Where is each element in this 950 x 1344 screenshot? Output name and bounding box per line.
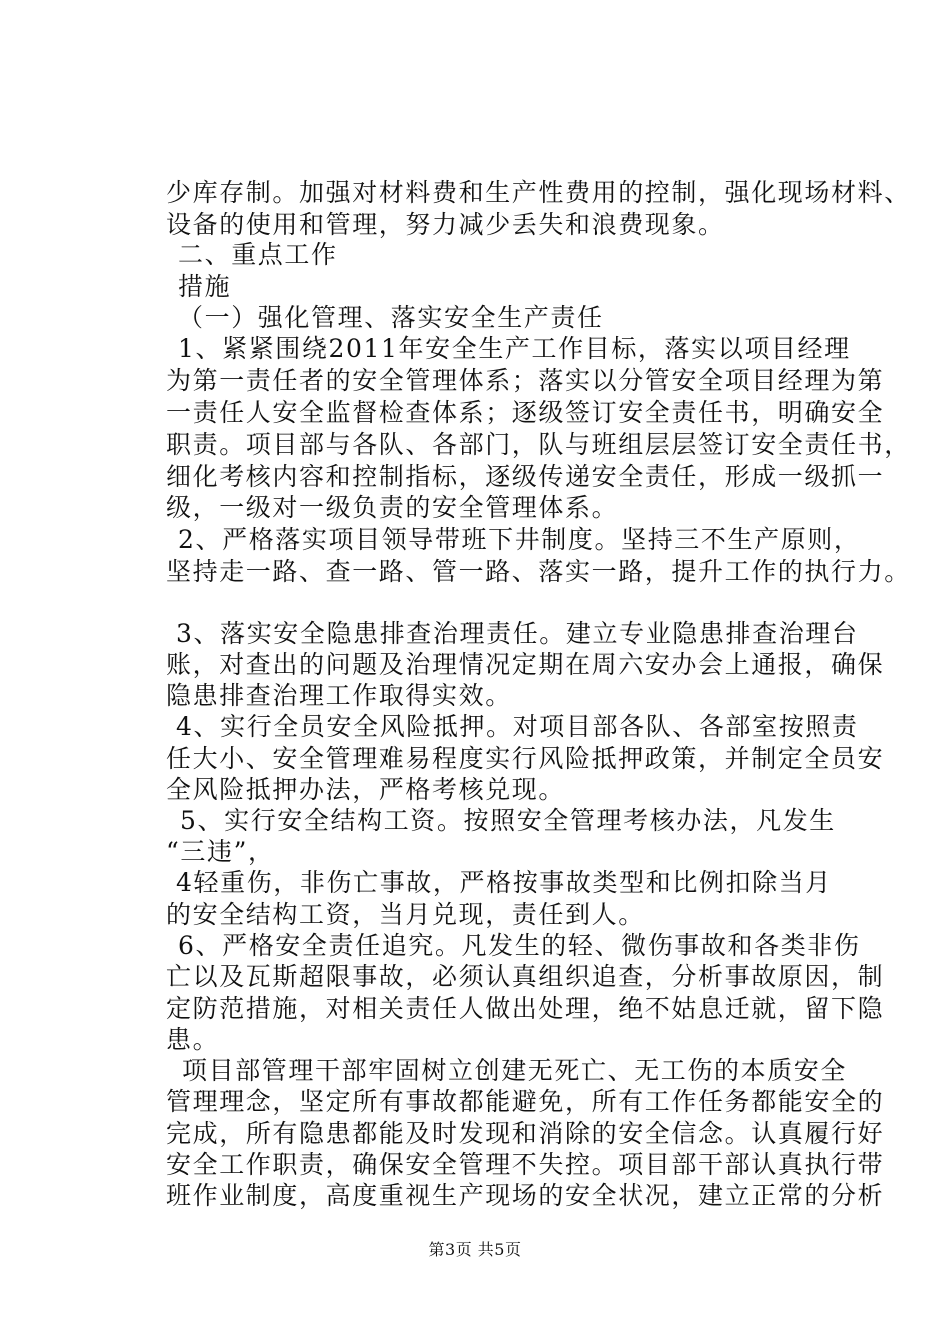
paragraph-line: 隐患排查治理工作取得实效。 <box>166 681 512 710</box>
paragraph-line: 6、严格安全责任追究。凡发生的轻、微伤事故和各类非伤 <box>178 931 861 960</box>
text-line: 少库存制。加强对材料费和生产性费用的控制，强化现场材料、 <box>166 178 911 207</box>
paragraph-line: 坚持走一路、查一路、管一路、落实一路，提升工作的执行力。 <box>166 557 911 586</box>
paragraph-line: 一责任人安全监督检查体系；逐级签订安全责任书，明确安全 <box>166 398 885 427</box>
paragraph-line: 管理理念，坚定所有事故都能避免，所有工作任务都能安全的 <box>166 1087 885 1116</box>
paragraph-line: 安全工作职责，确保安全管理不失控。项目部干部认真执行带 <box>166 1150 885 1179</box>
paragraph-line: 为第一责任者的安全管理体系；落实以分管安全项目经理为第 <box>166 366 885 395</box>
paragraph-line: 5、实行安全结构工资。按照安全管理考核办法，凡发生 <box>180 806 836 835</box>
paragraph-line: 的安全结构工资，当月兑现，责任到人。 <box>166 900 645 929</box>
paragraph-line: 细化考核内容和控制指标，逐级传递安全责任，形成一级抓一 <box>166 462 885 491</box>
paragraph-line: 级，一级对一级负责的安全管理体系。 <box>166 493 619 522</box>
subsection-heading: （一）强化管理、落实安全生产责任 <box>178 303 604 332</box>
paragraph-line: 患。 <box>166 1025 220 1054</box>
paragraph-line: 职责。项目部与各队、各部门，队与班组层层签订安全责任书， <box>166 430 911 459</box>
paragraph-line: 账，对查出的问题及治理情况定期在周六安办会上通报，确保 <box>166 650 885 679</box>
paragraph-line: 1、紧紧围绕2011年安全生产工作目标，落实以项目经理 <box>178 334 851 363</box>
paragraph-line: 任大小、安全管理难易程度实行风险抵押政策，并制定全员安 <box>166 744 885 773</box>
paragraph-line: 项目部管理干部牢固树立创建无死亡、无工伤的本质安全 <box>182 1056 848 1085</box>
paragraph-line: “三违”， <box>166 837 275 866</box>
paragraph-line: 班作业制度，高度重视生产现场的安全状况，建立正常的分析 <box>166 1181 885 1210</box>
paragraph-line: 定防范措施，对相关责任人做出处理，绝不姑息迁就，留下隐 <box>166 994 885 1023</box>
paragraph-line: 3、落实安全隐患排查治理责任。建立专业隐患排查治理台 <box>176 619 859 648</box>
text-line: 设备的使用和管理，努力减少丢失和浪费现象。 <box>166 210 725 239</box>
section-heading-continuation: 措施 <box>178 272 232 301</box>
paragraph-line: 2、严格落实项目领导带班下井制度。坚持三不生产原则， <box>178 525 861 554</box>
paragraph-line: 完成，所有隐患都能及时发现和消除的安全信念。认真履行好 <box>166 1119 885 1148</box>
paragraph-line: 亡以及瓦斯超限事故，必须认真组织追查，分析事故原因，制 <box>166 962 885 991</box>
paragraph-line: 4轻重伤，非伤亡事故，严格按事故类型和比例扣除当月 <box>176 868 832 897</box>
section-heading: 二、重点工作 <box>178 240 338 269</box>
paragraph-line: 4、实行全员安全风险抵押。对项目部各队、各部室按照责 <box>176 712 859 741</box>
page-number-footer: 第3页 共5页 <box>428 1240 522 1259</box>
paragraph-line: 全风险抵押办法，严格考核兑现。 <box>166 775 566 804</box>
